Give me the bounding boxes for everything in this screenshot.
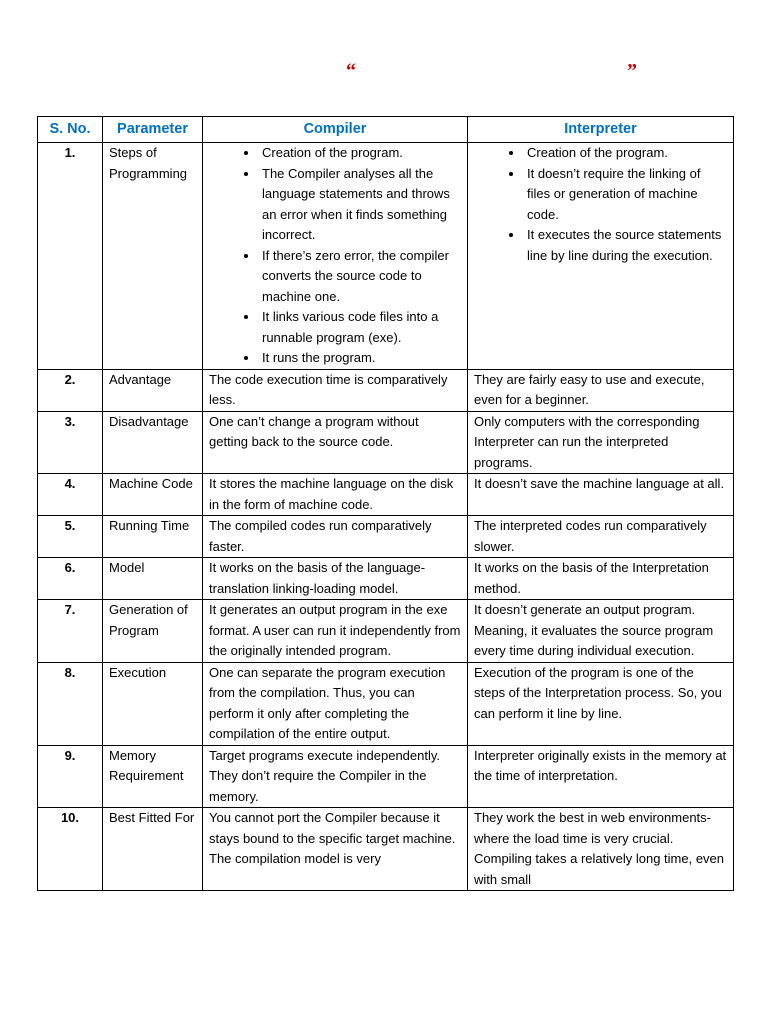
table-row [38, 411, 734, 474]
row-compiler: It works on the basis of the language-translation linking-loading model. [203, 558, 468, 600]
interpreter-point: • It executes the source statements line by line during the execution. [524, 225, 727, 266]
row-sno: 5. [38, 516, 103, 558]
header-compiler: Compiler [203, 117, 468, 143]
row-interpreter: They work the best in web environments- where the load time is very crucial. Compiling takes a relatively long time, even with small [468, 808, 734, 891]
row-sno: 9. [38, 745, 103, 808]
compiler-point: • It links various code files into a runnable program (exe). [259, 307, 461, 348]
row-sno: 1. [38, 143, 103, 370]
row-compiler: The compiled codes run comparatively faster. [203, 516, 468, 558]
row-compiler: The code execution time is comparatively less. [203, 369, 468, 411]
compiler-point: • The Compiler analyses all the language statements and throws an error when it finds something incorrect. [259, 164, 461, 246]
compiler-point: • Creation of the program. [259, 143, 461, 164]
table-row [38, 662, 734, 745]
row-interpreter: They are fairly easy to use and execute, even for a beginner. [468, 369, 734, 411]
row-sno: 6. [38, 558, 103, 600]
table-header-row [38, 117, 734, 143]
row-compiler: You cannot port the Compiler because it stays bound to the specific target machine. The compilation model is very [203, 808, 468, 891]
compiler-point: • It runs the program. [259, 348, 461, 369]
row-compiler: One can separate the program execution from the compilation. Thus, you can perform it only after completing the compilation of the entire output. [203, 662, 468, 745]
row-sno: 3. [38, 411, 103, 474]
row-sno: 4. [38, 474, 103, 516]
table-row [38, 600, 734, 663]
row-sno: 8. [38, 662, 103, 745]
row-parameter: Best Fitted For [103, 808, 203, 891]
row-sno: 10. [38, 808, 103, 891]
row-interpreter: The interpreted codes run comparatively slower. [468, 516, 734, 558]
table-row [38, 516, 734, 558]
row-parameter: Model [103, 558, 203, 600]
header-interpreter: Interpreter [468, 117, 734, 143]
row-interpreter: It doesn’t generate an output program. Meaning, it evaluates the source program every time during individual execution. [468, 600, 734, 663]
row-compiler: One can’t change a program without getting back to the source code. [203, 411, 468, 474]
row-parameter: Advantage [103, 369, 203, 411]
row-sno: 2. [38, 369, 103, 411]
row-compiler: It stores the machine language on the disk in the form of machine code. [203, 474, 468, 516]
row-interpreter: Execution of the program is one of the steps of the Interpretation process. So, you can perform it line by line. [468, 662, 734, 745]
table-row [38, 808, 734, 891]
title-open-quote: “ [346, 60, 356, 82]
row-compiler: It generates an output program in the exe format. A user can run it independently from the originally intended program. [203, 600, 468, 663]
row-interpreter: Interpreter originally exists in the memory at the time of interpretation. [468, 745, 734, 808]
row-interpreter: Only computers with the corresponding Interpreter can run the interpreted programs. [468, 411, 734, 474]
table-row [38, 143, 734, 370]
row-parameter: Memory Requirement [103, 745, 203, 808]
table-row [38, 369, 734, 411]
compiler-point: • If there’s zero error, the compiler converts the source code to machine one. [259, 246, 461, 308]
row-compiler [203, 143, 468, 370]
row-interpreter: It doesn’t save the machine language at all. [468, 474, 734, 516]
row-parameter: Steps of Programming [103, 143, 203, 370]
table-row [38, 745, 734, 808]
header-parameter: Parameter [103, 117, 203, 143]
row-interpreter: It works on the basis of the Interpretation method. [468, 558, 734, 600]
row-parameter: Disadvantage [103, 411, 203, 474]
row-parameter: Machine Code [103, 474, 203, 516]
comparison-table [37, 116, 734, 891]
row-interpreter [468, 143, 734, 370]
header-sno: S. No. [38, 117, 103, 143]
table-row [38, 558, 734, 600]
row-parameter: Generation of Program [103, 600, 203, 663]
row-sno: 7. [38, 600, 103, 663]
interpreter-point: • Creation of the program. [524, 143, 727, 164]
table-row [38, 474, 734, 516]
title-close-quote: ” [627, 60, 637, 82]
interpreter-point: • It doesn’t require the linking of files or generation of machine code. [524, 164, 727, 226]
row-parameter: Execution [103, 662, 203, 745]
row-compiler: Target programs execute independently. They don’t require the Compiler in the memory. [203, 745, 468, 808]
row-parameter: Running Time [103, 516, 203, 558]
